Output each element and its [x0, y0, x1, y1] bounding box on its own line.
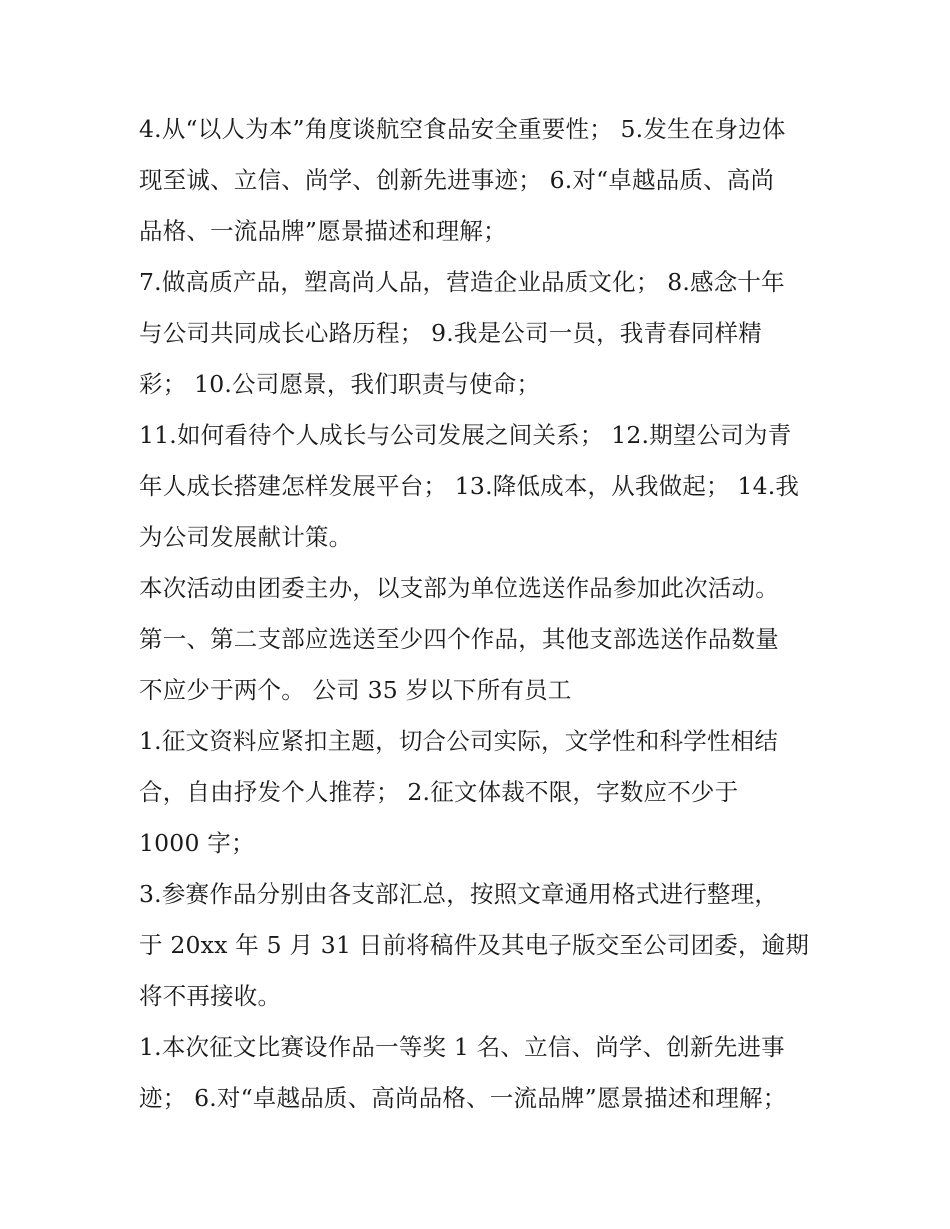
text-line-15: 1000 字；	[139, 829, 255, 857]
text-line-10: 本次活动由团委主办，以支部为单位选送作品参加此次活动。	[139, 574, 779, 602]
text-line-8: 年人成长搭建怎样发展平台； 13.降低成本，从我做起； 14.我	[139, 472, 800, 500]
text-line-17: 于 20xx 年 5 月 31 日前将稿件及其电子版交至公司团委，逾期	[139, 931, 810, 959]
text-line-19: 1.本次征文比赛设作品一等奖 1 名、立信、尚学、创新先进事	[139, 1033, 785, 1061]
document-body	[139, 104, 819, 1124]
text-line-14: 合，自由抒发个人推荐； 2.征文体裁不限，字数应不少于	[139, 778, 739, 806]
text-line-2: 现至诚、立信、尚学、创新先进事迹； 6.对“卓越品质、高尚	[139, 166, 775, 194]
text-line-3: 品格、一流品牌”愿景描述和理解；	[139, 217, 507, 245]
text-line-11: 第一、第二支部应选送至少四个作品，其他支部选送作品数量	[139, 625, 779, 653]
text-line-4: 7.做高质产品，塑高尚人品，营造企业品质文化； 8.感念十年	[139, 268, 785, 296]
text-line-12: 不应少于两个。 公司 35 岁以下所有员工	[139, 676, 572, 704]
text-line-18: 将不再接收。	[139, 982, 282, 1010]
text-line-6: 彩； 10.公司愿景，我们职责与使命；	[139, 370, 541, 398]
text-line-20: 迹； 6.对“卓越品质、高尚品格、一流品牌”愿景描述和理解；	[139, 1084, 787, 1112]
text-line-13: 1.征文资料应紧扣主题，切合公司实际，文学性和科学性相结	[139, 727, 779, 755]
text-line-16: 3.参赛作品分别由各支部汇总，按照文章通用格式进行整理，	[139, 880, 779, 908]
text-line-7: 11.如何看待个人成长与公司发展之间关系； 12.期望公司为青	[139, 421, 792, 449]
text-line-5: 与公司共同成长心路历程； 9.我是公司一员，我青春同样精	[139, 319, 762, 347]
text-line-1: 4.从“以人为本”角度谈航空食品安全重要性； 5.发生在身边体	[139, 115, 786, 143]
text-line-9: 为公司发展献计策。	[139, 523, 353, 551]
